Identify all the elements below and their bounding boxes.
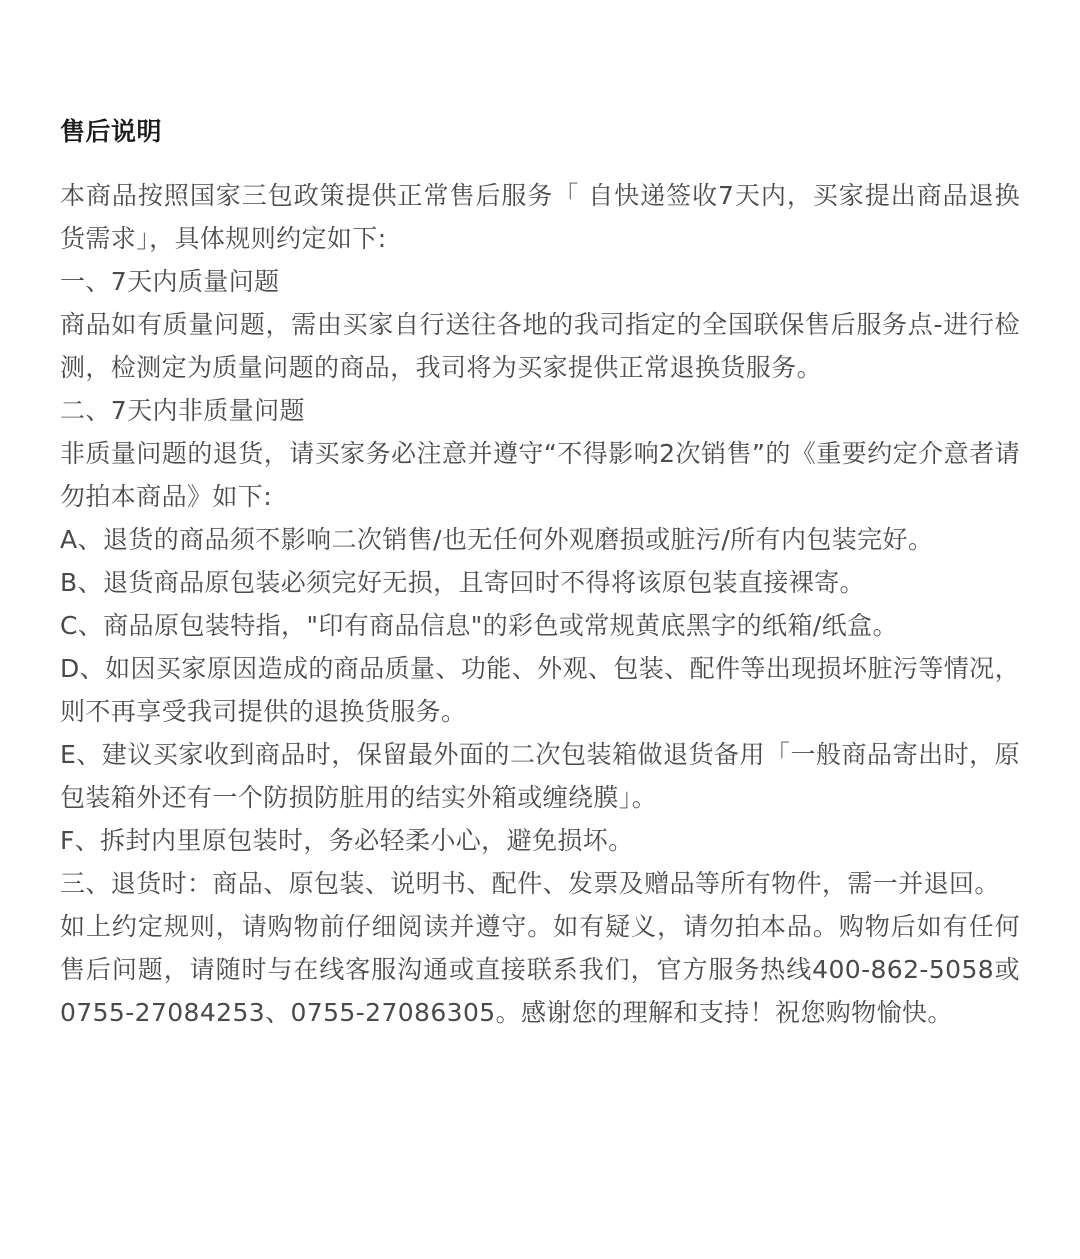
- page-title: 售后说明: [60, 117, 163, 146]
- section-heading-non-quality: 二、7天内非质量问题: [60, 396, 305, 425]
- rule-item-d: D、如因买家原因造成的商品质量、功能、外观、包装、配件等出现损坏脏污等情况，则不再享受我司提供的退换货服务。: [60, 654, 1020, 726]
- policy-content: [60, 174, 1020, 1034]
- section-body-non-quality: 非质量问题的退货，请买家务必注意并遵守“不得影响2次销售”的《重要约定介意者请勿拍本商品》如下:: [60, 439, 1020, 511]
- rule-item-f: F、拆封内里原包装时，务必轻柔小心，避免损坏。: [60, 826, 634, 855]
- section-return-items: 三、退货时：商品、原包装、说明书、配件、发票及赠品等所有物件，需一并退回。: [60, 869, 1000, 898]
- section-body-quality: 商品如有质量问题，需由买家自行送往各地的我司指定的全国联保售后服务点-进行检测，检测定为质量问题的商品，我司将为买家提供正常退换货服务。: [60, 310, 1020, 382]
- rule-item-a: A、退货的商品须不影响二次销售/也无任何外观磨损或脏污/所有内包装完好。: [60, 525, 934, 554]
- policy-intro: 本商品按照国家三包政策提供正常售后服务「 自快递签收7天内，买家提出商品退换货需求」，具体规则约定如下:: [60, 181, 1020, 253]
- closing-note: 如上约定规则，请购物前仔细阅读并遵守。如有疑义，请勿拍本品。购物后如有任何售后问题，请随时与在线客服沟通或直接联系我们，官方服务热线400-862-5058或0755-27084253、0755-27086305。感谢您的理解和支持！祝您购物愉快。: [60, 912, 1020, 1027]
- rule-item-c: C、商品原包装特指，"印有商品信息"的彩色或常规黄底黑字的纸箱/纸盒。: [60, 611, 898, 640]
- rule-item-b: B、退货商品原包装必须完好无损，且寄回时不得将该原包装直接裸寄。: [60, 568, 865, 597]
- rule-item-e: E、建议买家收到商品时，保留最外面的二次包装箱做退货备用「一般商品寄出时，原包装箱外还有一个防损防脏用的结实外箱或缠绕膜」。: [60, 740, 1020, 812]
- section-heading-quality: 一、7天内质量问题: [60, 267, 280, 296]
